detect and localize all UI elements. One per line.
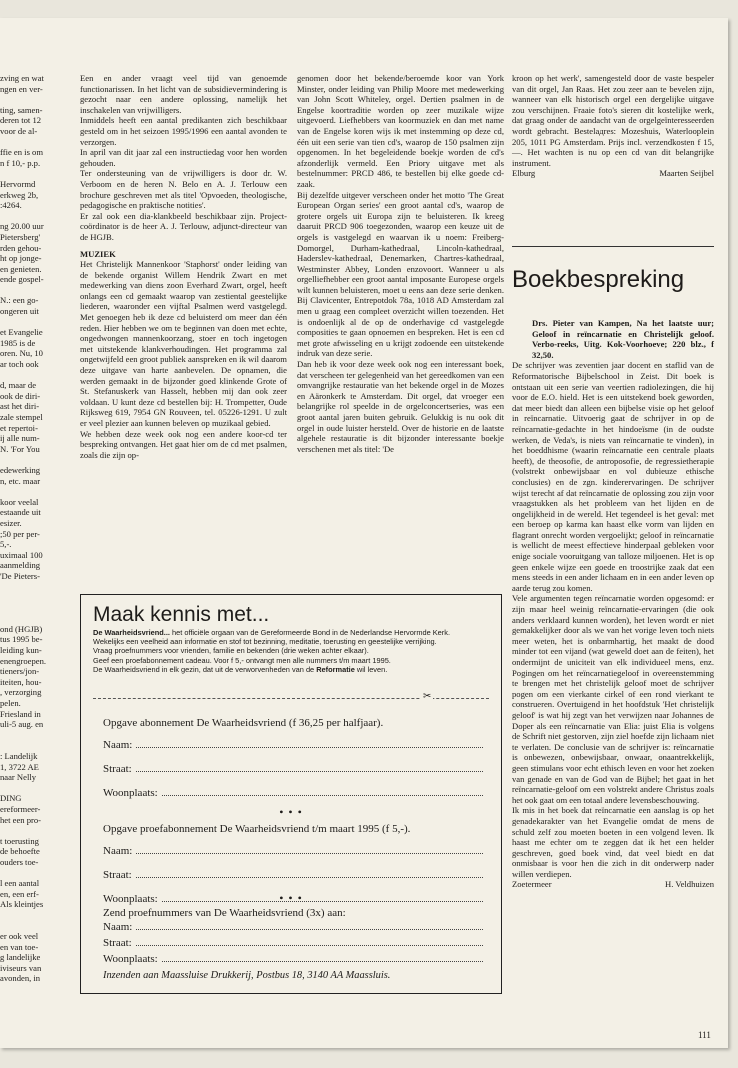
text-fragment: aanmelding (0, 560, 41, 571)
text-fragment: iteiten, hou- (0, 676, 42, 687)
text-fragment: ij alle num- (0, 433, 40, 444)
ad-line: Geef een proefabonnement cadeau. Voor f 5,- ontvangt men alle nummers t/m maart 1995. (93, 655, 391, 665)
text-fragment: Pietersberg' (0, 231, 41, 242)
text-fragment: :4264. (0, 200, 22, 211)
text-fragment: uximaal 100 (0, 549, 43, 560)
text-fragment: ook de diri- (0, 390, 41, 401)
text-fragment: uli-5 aug. en (0, 719, 44, 730)
ad-line-part: wil leven. (354, 664, 388, 674)
text-fragment: n, etc. maar (0, 475, 41, 486)
subscription-form (103, 717, 483, 811)
paragraph: Vele argumenten tegen reïncarnatie worden opgesomd: er zijn maar heel weinig reïncarnatie-ervaringen (die ook anders verklaard kunnen worden), het leven wordt er niet gemakkelijker door als we van het vorige leven toch niets meer weten, het is onbarmhartig, het maakt de dood minder tot een vijand (wat geweld doet aan de feiten), het ondermijnt de uniciteit van elk individueel mens, enz. Pogingen om het reïncarnatiegeloof in overeenstemming te brengen met het christelijk geloof moet de schrijver pogen om een vierkante cirkel of een rond vierkant te construeren. Overtuigend in het hoofdstuk 'Het christelijk geloof' is wat hij zegt van het verwijzen naar Johannes de Doper als een reïncarnatie van Elia: juist Elia is volgens de Schrift niet gestorven, zijn ziel hoefde zijn lichaam niet te verlaten. De conclusie van de schrijver is: reïncarnatie is onbewezen, onbewijsbaar, onwaar, onaantrekkelijk, geen stimulans voor echt ethisch leven en voor het zoeken van genade en van de God van de Bijbel; het gaat in het reïncarnatie-geloof om een volstrekt andere Christus zoals het ook gaat om een totaal andere levensbeschouwing. (512, 593, 714, 805)
field-label: Woonplaats: (103, 893, 158, 905)
text-fragment: 1, 3722 AE (0, 761, 39, 772)
text-fragment: N. 'For You (0, 443, 40, 454)
signature-author: H. Veldhuizen (664, 879, 714, 890)
text-fragment: en van toe- (0, 941, 39, 952)
text-fragment (0, 910, 56, 921)
text-fragment (0, 592, 56, 603)
text-fragment (0, 370, 56, 381)
text-fragment: pelen. (0, 698, 21, 709)
text-fragment: voor de al- (0, 125, 38, 136)
write-line[interactable] (136, 921, 483, 930)
street-field[interactable] (103, 937, 483, 953)
text-fragment: deren tot 12 (0, 115, 42, 126)
write-line[interactable] (136, 845, 483, 854)
page-number: 111 (698, 1030, 711, 1040)
text-fragment (0, 454, 56, 465)
separator: • • • (279, 805, 303, 819)
write-line[interactable] (136, 937, 483, 946)
text-fragment: 'De Pieters- (0, 570, 40, 581)
text-fragment: ereformeer- (0, 803, 41, 814)
signature (512, 168, 714, 179)
city-field[interactable] (103, 953, 483, 969)
text-fragment (0, 285, 56, 296)
text-fragment: ongeren uit (0, 306, 39, 317)
text-fragment (0, 94, 56, 105)
text-fragment (0, 317, 56, 328)
text-fragment: er ook veel (0, 931, 39, 942)
paragraph: Er zal ook een dia-klankbeeld beschikbaar zijn. Project-coördinator is de heer A. J. Terlouw, adjunct-directeur van de HGJB. (80, 210, 287, 242)
paragraph: Ter ondersteuning van de vrijwilligers is door dr. W. Verboom en de heren N. Belo en A. J. Terlouw een brochure geschreven met als titel 'Opvoeden, theologische, pedagogische en praktische notities'. (80, 168, 287, 211)
section-title-boekbespreking: Boekbespreking (512, 266, 685, 293)
text-fragment: ende gospel- (0, 274, 44, 285)
text-fragment: Hervormd (0, 178, 36, 189)
paragraph: In april van dit jaar zal een instructiedag voor hen worden gehouden. (80, 147, 287, 168)
text-fragment (0, 582, 56, 593)
text-fragment (0, 168, 56, 179)
column-3-review (512, 318, 714, 998)
text-fragment: , verzorging (0, 687, 42, 698)
text-fragment: het een pro- (0, 814, 42, 825)
paragraph: Dan heb ik voor deze week ook nog een interessant boek, dat verscheen ter gelegenheid van het gereedkomen van een omvangrijke restauratie van het bekende orgel in de Mozes en Aäronkerk te Amsterdam. Dit orgel, dat vroeger een belangrijke rol speelde in de orgelconcertseries, was een groot aantal jaren buiten gebruik. Gelukkig is nu ook dit orgel in oude luister hersteld. Over de historie en de laatste algehele restauratie is dit bijzonder interessante boekje verschenen met als titel: 'De (297, 359, 504, 454)
text-fragment (0, 921, 56, 932)
form-title: Opgave proefabonnement De Waarheidsvriend t/m maart 1995 (f 5,-). (103, 823, 411, 835)
section-heading-muziek: MUZIEK (80, 248, 116, 259)
form-title: Zend proefnummers van De Waarheidsvriend (3x) aan: (103, 907, 346, 919)
name-field[interactable] (103, 739, 483, 763)
text-fragment (0, 868, 56, 879)
street-field[interactable] (103, 763, 483, 787)
write-line[interactable] (162, 953, 483, 962)
text-fragment: et repertoi- (0, 422, 38, 433)
text-fragment: ast het diri- (0, 401, 40, 412)
ad-line-part: De Waarheidsvriend in elk gezin, dat uit de verworvenheden van de (93, 664, 317, 674)
paragraph: Het Christelijk Mannenkoor 'Staphorst' onder leiding van de bekende organist Willem Hendrik Zwart en met medewerking van diens zoon Everhard Zwart, orgel, heeft onlangs een cd gemaakt waarop van zestiental geestelijke liederen, waaronder een vijftal Psalmen werd vastgelegd. Met genoegen heb ik deze cd beluisterd om meer dan één reden. Hier hebben we om te beginnen van doen met echte, ongedwongen mannenkoorzang, stoer en toch ingetogen met uitstekende klankverhoudingen. Het programma zal ongetwijfeld een groot publiek aanspreken en ik wil daarom deze uitgave van harte aanbevelen. De opnamen, die werden gemaakt in de bijzonder goed klinkende Grote of St. Stefanuskerk van Hasselt, hebben mij dan ook zeer voldaan. U kunt deze cd bestellen bij: H. Trompetter, Oude Rijksweg 619, 7954 GN Rouveen, tel. 05226-1291. U zult er veel plezier aan kunnen beleven op muzikaal gebied. (80, 259, 287, 428)
ad-line-bold: De Waarheidsvriend... (93, 628, 170, 637)
text-fragment: tus 1995 be- (0, 634, 43, 645)
name-field[interactable] (103, 921, 483, 937)
text-fragment: esizer. (0, 517, 22, 528)
text-fragment: Friesland in (0, 708, 41, 719)
text-fragment: ng 20.00 uur (0, 221, 44, 232)
ad-line-bold: Reformatie (316, 664, 355, 674)
text-fragment: zale stempel (0, 412, 43, 422)
field-label: Naam: (103, 845, 133, 857)
text-fragment: en, een erf- (0, 888, 39, 899)
separator: • • • (279, 891, 303, 905)
field-label: Woonplaats: (103, 953, 158, 965)
ad-line (93, 665, 489, 674)
magazine-page (0, 18, 728, 1048)
text-fragment: estaande uit (0, 507, 41, 518)
write-line[interactable] (136, 739, 483, 748)
text-fragment: ht op jonge- (0, 253, 42, 264)
text-fragment: g landelijke (0, 952, 41, 963)
write-line[interactable] (136, 763, 483, 772)
text-fragment: et Evangelie (0, 327, 43, 338)
text-fragment: l een aantal (0, 878, 40, 889)
text-fragment: avonden, in (0, 973, 41, 984)
text-fragment: 1985 is de (0, 337, 36, 348)
left-cropped-column (0, 73, 56, 984)
text-fragment (0, 137, 56, 148)
text-fragment: zving en wat (0, 73, 44, 83)
text-fragment: : Landelijk (0, 751, 38, 761)
book-bibliography: Drs. Pieter van Kampen, Na het laatste uur; Geloof in reïncarnatie en Christelijk geloof. Verbo-reeks, Uitg. Kok-Voorhoeve; 220 blz., f 32,50. (532, 318, 714, 360)
text-fragment: naar Nelly (0, 772, 37, 783)
text-fragment: ar toch ook (0, 359, 39, 370)
text-fragment (0, 486, 56, 497)
ad-intro (93, 628, 489, 674)
field-label: Naam: (103, 739, 133, 751)
text-fragment: DING (0, 793, 22, 804)
paragraph: Inmiddels heeft een aantal predikanten zich beschikbaar gesteld om in het seizoen 1995/1996 een aantal avonden te verzorgen. (80, 115, 287, 147)
text-fragment: ngen en ver- (0, 83, 43, 94)
street-field[interactable] (103, 869, 483, 893)
paragraph: Een en ander vraagt veel tijd van genoemde functionarissen. In het licht van de subsidievermindering is gezocht naar een andere oplossing, namelijk het inschakelen van vrijwilligers. (80, 73, 287, 115)
column-1 (80, 73, 287, 588)
paragraph: Ik mis in het boek dat reïncarnatie een aanslag is op het genadekarakter van het Evangelie omdat de mens de schuld zelf zou moeten boeten in een volgend leven. Ik haast me echter om te zeggen dat ik het een helder geschreven, goed boek vind, dat veel biedt en dat onmisbaar is voor hen die zich in dit onderwerp nader willen verdiepen. (512, 805, 714, 879)
text-fragment: ting, samen- (0, 104, 43, 115)
text-fragment: ouders toe- (0, 856, 39, 867)
column-3-top (512, 73, 714, 233)
write-line[interactable] (136, 869, 483, 878)
signature-place: Elburg (512, 168, 536, 179)
field-label: Straat: (103, 763, 132, 775)
text-fragment (0, 211, 56, 222)
text-fragment: iviseurs van (0, 962, 42, 973)
field-label: Naam: (103, 921, 133, 933)
text-fragment: erkweg 2b, (0, 189, 39, 200)
section-divider (512, 246, 714, 247)
ad-line-rest: het officiële orgaan van de Gereformeerde Bond in de Nederlandse Hervormde Kerk. (169, 628, 450, 637)
ad-line (93, 628, 489, 637)
paragraph: kroon op het werk', samengesteld door de vaste bespeler van dit orgel, Jan Raas. Het zou zeer aan te bevelen zijn, wanneer van elk historisch orgel een dergelijke uitgave zou verschijnen. Fraaie foto's sieren dit kostelijke werk, dat graag onder de aandacht van de orgelgeïnteresseerden wordt gebracht. Bestelадres: Mozeshuis, Waterlooplein 205, 1011 PG Amsterdam. Prijs incl. verzendkosten f 15,—. Het wachten is nu op een cd van dit belangrijke instrument. (512, 73, 714, 168)
write-line[interactable] (162, 787, 483, 796)
subscription-advertisement (80, 594, 502, 994)
text-fragment: en genieten. (0, 263, 42, 274)
form-title: Opgave abonnement De Waarheidsvriend (f 36,25 per halfjaar). (103, 717, 384, 729)
sample-issues-form (103, 907, 483, 969)
column-2 (297, 73, 504, 588)
text-fragment: d, maar de (0, 380, 37, 391)
text-fragment: leiding kun- (0, 645, 42, 656)
text-fragment (0, 783, 56, 794)
text-fragment (0, 730, 56, 741)
ad-line: Vraag proefnummers voor vrienden, familie en bekenden (drie weken achter elkaar). (93, 646, 369, 656)
text-fragment: Als kleintjes (0, 899, 44, 910)
text-fragment: ond (HGJB) (0, 623, 43, 634)
text-fragment (0, 825, 56, 836)
paragraph: Bij dezelfde uitgever verscheen onder het motto 'The Great European Organ series' een groot aantal cd's, waarop de grotere orgels uit Europa zijn te beluisteren. Ik kreeg daaruit PRCD 906 toegezonden, waarop een keuze uit de orgels is vastgelegd en waarvan ik u noem: Freiberg-Domorgel, Durham-kathedraal, Lincoln-kathedraal, Haderslev-kathedraal, Denemarken, Chartres-kathedraal, Westminster Abbey, Londen enzovoort. Wanneer u als orgelliefhebber een groot aantal imposante Europese orgels wilt kunnen beluisteren, moet u eens aan deze serie denken. Bij Clavicenter, Entrepotdok 78a, 1018 AD Amsterdam zal men u graag een compleet overzicht willen toezenden. Het is ondoenlijk al de op de onderhavige cd vastgelegde composities te gaan opnoemen en bespreken. Het is een cd met grote afwisseling en u krijgt zodoende een uitstekende indruk van deze serie. (297, 189, 504, 359)
signature-place: Zoetermeer (512, 879, 552, 890)
text-fragment: edewerking (0, 464, 41, 475)
text-fragment (0, 613, 56, 624)
scissors-icon: ✂ (423, 691, 432, 702)
text-fragment: n f 10,- p.p. (0, 157, 41, 168)
text-fragment (0, 740, 56, 751)
field-label: Straat: (103, 937, 132, 949)
text-fragment: de behoefte (0, 846, 40, 857)
signature-author: Maarten Seijbel (659, 168, 714, 179)
text-fragment: koor veelal (0, 496, 39, 507)
text-fragment: tieners/jon- (0, 666, 40, 677)
ad-footer-address: Inzenden aan Maassluise Drukkerij, Postbus 18, 3140 AA Maassluis. (103, 970, 391, 981)
name-field[interactable] (103, 845, 483, 869)
ad-line: Wekelijks een veelheid aan informatie en stof tot bezinning, meditatie, toerusting en geestelijke verrijking. (93, 637, 437, 647)
paragraph: De schrijver was zeventien jaar docent en staflid van de Reformatorische Bijbelschool in Zeist. Dit boek is ontstaan uit een serie van veertien radiolezingen, die hij voor de E.O. hield. Het is een uitstekend boek geworden, dat meer biedt dan alleen een bijbelse visie op het geloof in reïncarnatie. Uitvoerig gaat de schrijver in op de reïncarnatie-gedachte in het hindoeïsme (in de oudste werken, de Veda's, is niets van reïncarnatie te vinden), in het boeddhisme (waarin reïncarnatie een centrale plaats heeft), de theosofie, de antroposofie, de regressietherapie (volstrekt onbewijsbaar en vol dubieuze ethische conclusies) en de zgn. kinderervaringen. De schrijver wijst terecht af dat reïncarnatie de oplossing zou zijn voor vraagstukken als het probleem van het lijden en de ongelijkheid in de wereld. Het tegendeel is het geval: met een beroep op karma kan haast elke vorm van lijden en flagrant onrecht worden vergoelijkt; geloof in reïncarnatie is wellicht de meest effectieve hinderpaal gebleken voor enige sociale vooruitgang van talloze miljoenen. Het is op geen enkele wijze een goede en troostrijke zaak dat een mens steeds in een ander lichaam en in een ander leven op aarde terug zou komen. (512, 360, 714, 593)
text-fragment: rden gehou- (0, 242, 42, 253)
field-label: Woonplaats: (103, 787, 158, 799)
signature (512, 879, 714, 890)
text-fragment: ;50 per per- (0, 528, 40, 539)
text-fragment (0, 603, 56, 614)
text-fragment: ffie en is om (0, 147, 44, 158)
paragraph: genomen door het bekende/beroemde koor van York Minster, onder leiding van Philip Moore met medewerking van John Scott Whiteley, orgel. Dertien psalmen in de Engelse koortraditie worden op zeer muzikale wijze uitgevoerd. Liefhebbers van koormuziek en dan met name van de Engelse koren wijs ik met instemming op deze cd, één uit een serie van tien cd's, waarop de 150 psalmen zijn opgenomen. In het begeleidende boekje worden de cd's afzonderlijk vermeld. Een Priory uitgave met als bestelnummer: PRCD 486, te bestellen bij elke goede cd-zaak. (297, 73, 504, 189)
text-fragment: oren. Nu, 10 (0, 348, 43, 359)
paragraph: We hebben deze week ook nog een andere koor-cd ter bespreking ontvangen. Het gaat hier om de cd met psalmen, zoals die zijn op- (80, 428, 287, 460)
text-fragment: 5,-. (0, 539, 12, 550)
text-fragment: N.: een go- (0, 295, 39, 306)
field-label: Straat: (103, 869, 132, 881)
ad-title: Maak kennis met... (93, 603, 270, 626)
text-fragment: t toerusting (0, 835, 39, 846)
text-fragment: enengroepen. (0, 655, 47, 666)
